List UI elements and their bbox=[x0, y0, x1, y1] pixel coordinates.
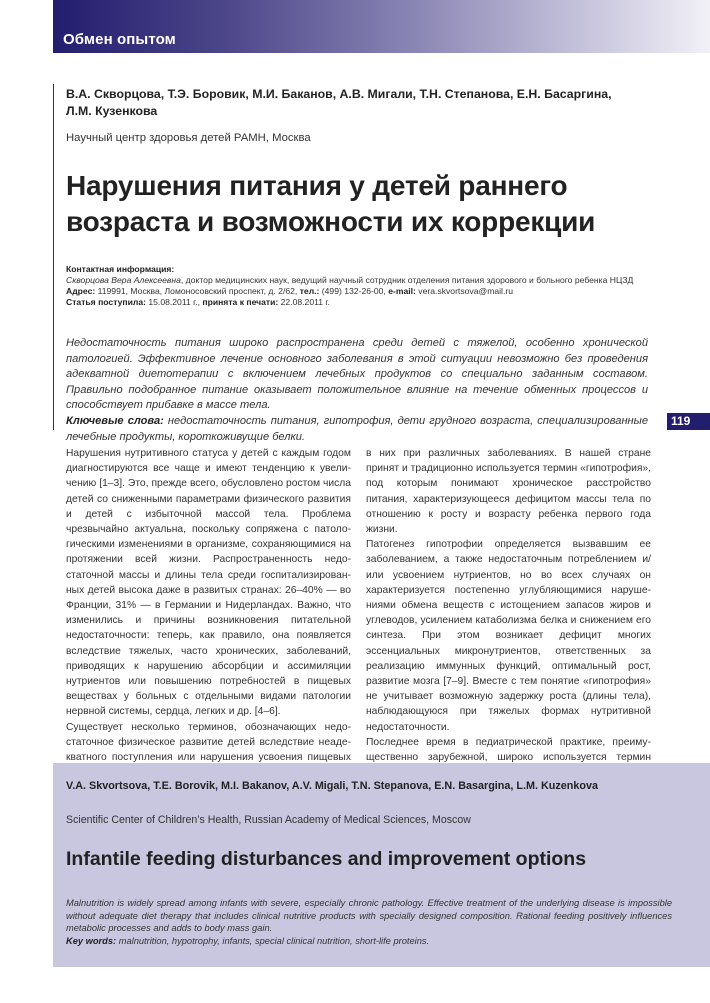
contact-person-desc: , доктор медицинских наук, ведущий научный сотрудник отделения питания здорового и больного ребенка НЦЗД bbox=[180, 275, 634, 285]
left-rule-divider bbox=[53, 84, 54, 430]
body-column-left bbox=[66, 446, 351, 780]
keywords-en-label: Key words: bbox=[66, 935, 117, 946]
phone-label: тел.: bbox=[299, 286, 320, 296]
accepted-label: принята к печати: bbox=[202, 297, 279, 307]
article-title-ru: Нарушения питания у детей раннего возраста и возможности их коррекции bbox=[66, 170, 596, 237]
affiliation-ru: Научный центр здоровья детей РАМН, Москва bbox=[66, 132, 311, 144]
paragraph: в них при различных заболеваниях. В нашей стране принят и традиционно используется термин «гипотрофия», под которым понимают хроническое расстройство питания, характеризующееся дефицитом массы тела по отношению к росту и возрасту ребенка первого года жизни. bbox=[366, 448, 651, 536]
abstract-en-text: Malnutrition is widely spread among infants with severe, especially chronic pathology. Effective treatment of the underlying disease is impossible without adequate diet therapy that includes clinical nutritive products with specially designed composition. Rational feeding positively influences metabolic processes and adds to body mass gain. bbox=[66, 898, 672, 934]
contact-heading: Контактная информация: bbox=[66, 264, 175, 274]
abstract-en bbox=[66, 897, 672, 947]
received-label: Статья поступила: bbox=[66, 297, 146, 307]
email-label: e-mail: bbox=[388, 286, 416, 296]
contact-info bbox=[66, 264, 686, 308]
article-title-en: Infantile feeding disturbances and improvement options bbox=[66, 848, 587, 870]
paragraph: Нарушения нутритивного статуса у детей с каждым годом диагностируются все чаще и имеют тенденцию к увеличению [1–3]. Это, прежде всего, обусловлено ростом числа детей со сниженными параметрами физического развития и детей с избыточной массой тела. Проблема чрезвычайно актуальна, поскольку сопряжена с патологическими изменениями в организме, сохраняющимися на протяжении всей жизни. Распространенность недостаточной массы и длины тела среди госпитализированных детей высока даже в развитых странах: 26–40% — во Франции, 31% — в Германии и Нидерландах. Важно, что изменились и причины возникновения питательной недостаточности: теперь, как правило, она появляется вследствие тяжелых, часто хронических, заболеваний, приводящих к нарушению абсорбции и ассимиляции нутриентов или повышению потребностей в пищевых веществах у больных с отдельными видами патологии нервной системы, сердца, легких и др. [4–6]. bbox=[66, 448, 351, 718]
address-label: Адрес: bbox=[66, 286, 96, 296]
paragraph: Последнее время в педиатрической практике, преимущественно зарубежной, широко используется термин bbox=[366, 736, 651, 764]
keywords-ru-label: Ключевые слова: bbox=[66, 414, 164, 427]
paragraph: Патогенез гипотрофии определяется вызвавшим ее заболеванием, а также недостаточным потреблением и/или усвоением нутриентов, но во всех случаях он характеризуется постепенно углубляющимися нарушениями обмена веществ с истощением запасов жиров и углеводов, усилением катаболизма белка и снижением его синтеза. При этом возникает дефицит многих эссенциальных микронутриентов, ответственных за реализацию иммунных функций, оптимальный рост, развитие мозга [7–9]. Вместе с тем понятие «гипотрофия» не учитывает возможную задержку роста (длины тела), наблюдающуюся при тяжелых формах нутритивной недостаточности. bbox=[366, 539, 651, 733]
paragraph: Существует несколько терминов, обозначающих недостаточное физическое развитие детей вследствие неадекватного поступления или нарушения усвоения пищевых bbox=[66, 721, 351, 764]
contact-person-name: Скворцова Вера Алексеевна bbox=[66, 275, 181, 285]
received-date: 15.08.2011 г., bbox=[145, 297, 203, 307]
phone-value: (499) 132-26-00, bbox=[319, 286, 389, 296]
address-value: 119991, Москва, Ломоносовский проспект, д. 2/62, bbox=[95, 286, 300, 296]
abstract-ru bbox=[66, 336, 648, 445]
keywords-en: malnutrition, hypotrophy, infants, special clinical nutrition, short-life proteins. bbox=[116, 935, 430, 946]
section-label: Обмен опытом bbox=[63, 31, 176, 48]
page-number: 119 bbox=[667, 413, 710, 430]
authors-en: V.A. Skvortsova, T.E. Borovik, M.I. Bakanov, A.V. Migali, T.N. Stepanova, E.N. Basargina, L.M. Kuzenkova bbox=[66, 780, 598, 792]
body-column-right bbox=[366, 446, 651, 780]
accepted-date: 22.08.2011 г. bbox=[278, 297, 330, 307]
keywords-ru: недостаточность питания, гипотрофия, дети грудного возраста, специализированные лечебные продукты, короткоживущие белки. bbox=[66, 414, 648, 443]
email-value[interactable]: vera.skvortsova@mail.ru bbox=[415, 286, 513, 296]
affiliation-en: Scientific Center of Children’s Health, Russian Academy of Medical Sciences, Moscow bbox=[66, 814, 471, 826]
authors-ru: В.А. Скворцова, Т.Э. Боровик, М.И. Баканов, А.В. Мигали, Т.Н. Степанова, Е.Н. Басаргина, Л.М. Кузенкова bbox=[66, 87, 612, 118]
abstract-ru-text: Недостаточность питания широко распространена среди детей с тяжелой, особенно хронической патологией. Эффективное лечение основного заболевания в этой ситуации невозможно без проведения адекватной диетотерапии с включением лечебных продуктов со специально заданным составом. Правильно подобранное питание оказывает положительное влияние на течение обменных процессов и способствует прибавке в массе тела. bbox=[66, 337, 648, 412]
